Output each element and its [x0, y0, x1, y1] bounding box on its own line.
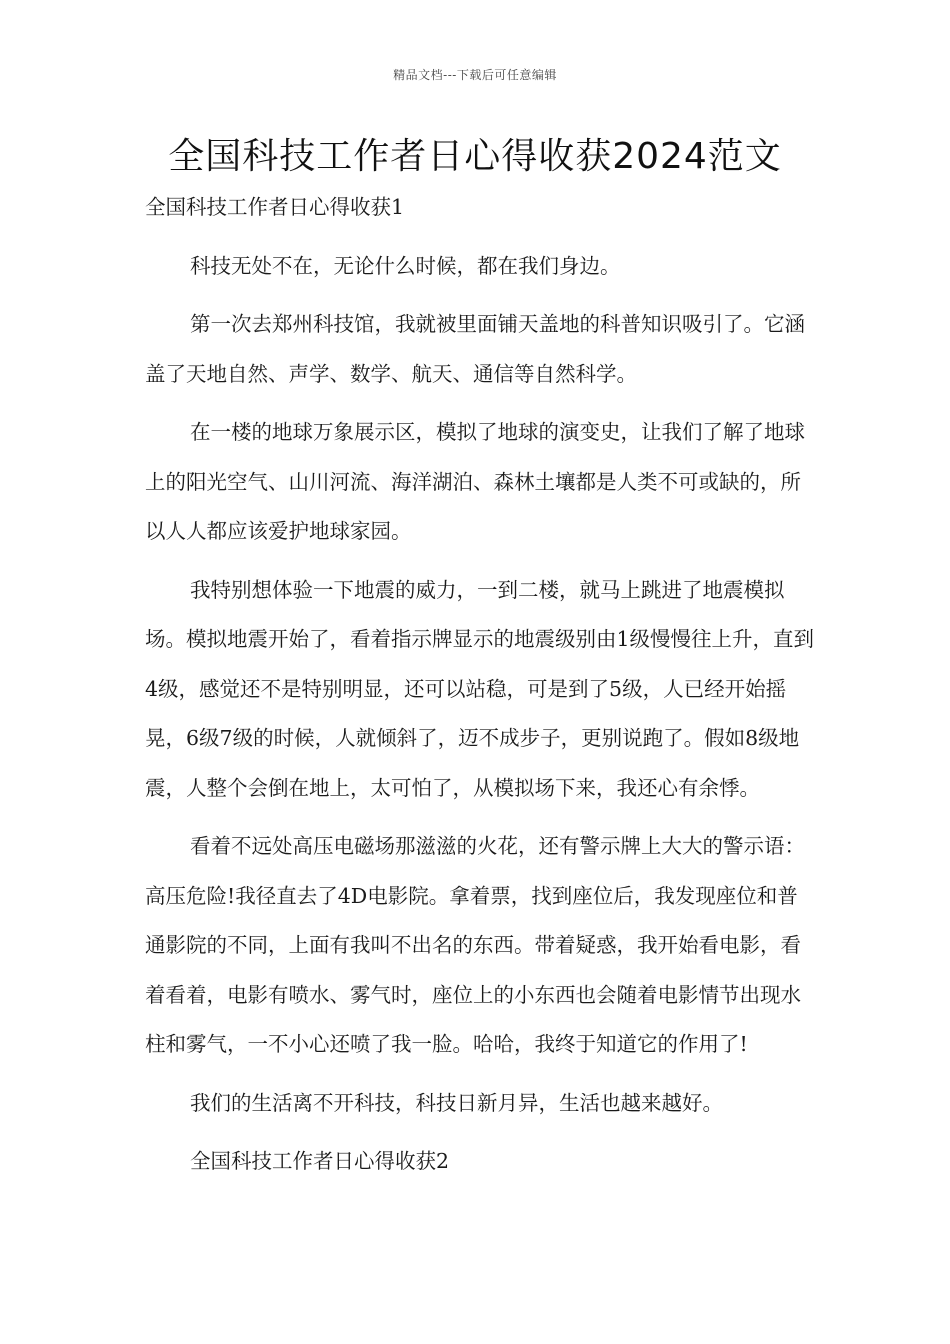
document-title: 全国科技工作者日心得收获2024范文: [168, 136, 782, 177]
section-heading-2: 全国科技工作者日心得收获2: [190, 1149, 450, 1173]
page-header: 精品文档---下载后可任意编辑: [393, 68, 557, 82]
paragraph-5: 看着不远处高压电磁场那滋滋的火花，还有警示牌上大大的警示语：高压危险!我径直去了4D电影院。拿着票，找到座位后，我发现座位和普通影院的不同，上面有我叫不出名的东西。带着疑惑，我开始看电影，看着看着，电影有喷水、雾气时，座位上的小东西也会随着电影情节出现水柱和雾气，一不小心还喷了我一脸。哈哈，我终于知道它的作用了!: [145, 834, 805, 1056]
paragraph-3: 在一楼的地球万象展示区，模拟了地球的演变史，让我们了解了地球上的阳光空气、山川河流、海洋湖泊、森林土壤都是人类不可或缺的，所以人人都应该爱护地球家园。: [145, 420, 805, 543]
paragraph-2: 第一次去郑州科技馆，我就被里面铺天盖地的科普知识吸引了。它涵盖了天地自然、声学、数学、航天、通信等自然科学。: [145, 312, 805, 386]
document-body: [145, 183, 815, 1187]
section-heading-1: 全国科技工作者日心得收获1: [145, 195, 405, 219]
paragraph-6: 我们的生活离不开科技，科技日新月异，生活也越来越好。: [190, 1090, 723, 1115]
paragraph-4: 我特别想体验一下地震的威力，一到二楼，就马上跳进了地震模拟场。模拟地震开始了，看着指示牌显示的地震级别由1级慢慢往上升，直到4级，感觉还不是特别明显，还可以站稳，可是到了5级，人已经开始摇晃，6级7级的时候，人就倾斜了，迈不成步子，更别说跑了。假如8级地震，人整个会倒在地上，太可怕了，从模拟场下来，我还心有余悸。: [145, 577, 815, 800]
paragraph-1: 科技无处不在，无论什么时候，都在我们身边。: [190, 253, 621, 278]
